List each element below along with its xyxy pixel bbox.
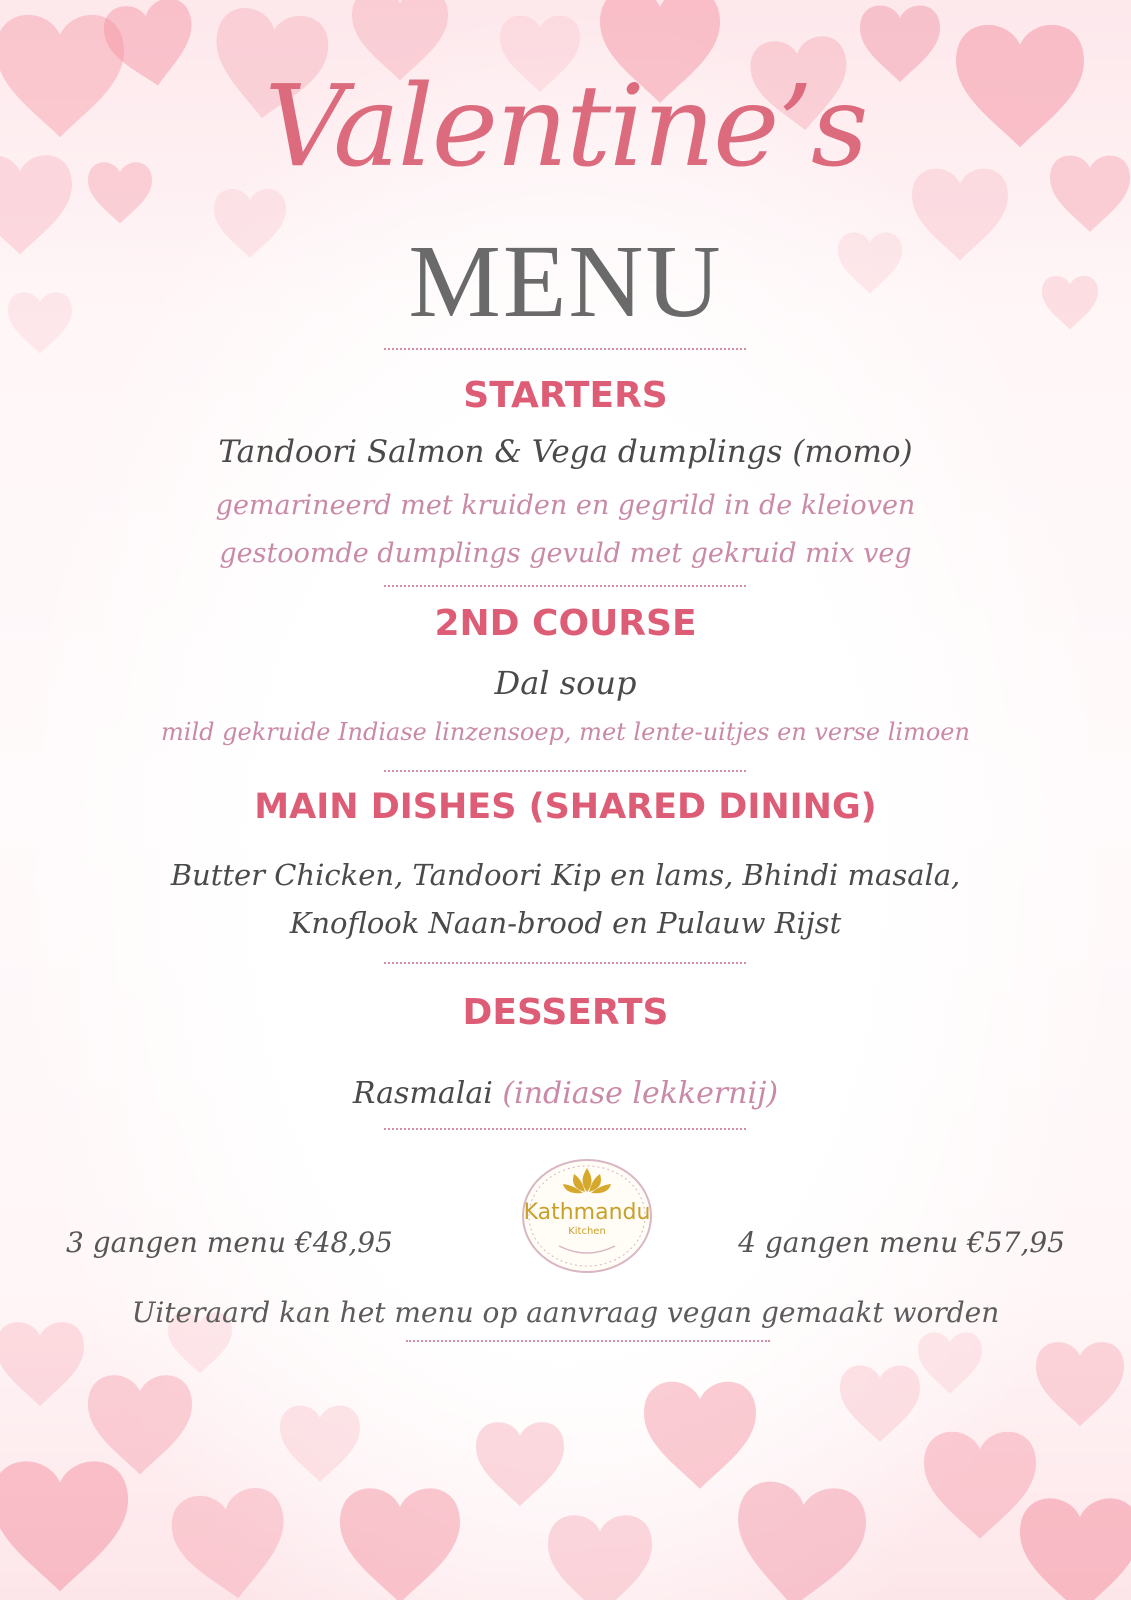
desserts-dish: Rasmalai bbox=[352, 1076, 493, 1111]
menu-title: MENU bbox=[408, 224, 723, 339]
desserts-heading: DESSERTS bbox=[462, 992, 669, 1033]
logo-name: Kathmandu bbox=[523, 1200, 651, 1225]
desserts-line bbox=[0, 1076, 1131, 1111]
valentines-title: Valentine’s bbox=[264, 62, 867, 192]
main-dishes-heading: MAIN DISHES (SHARED DINING) bbox=[254, 787, 877, 827]
price-three-course: 3 gangen menu €48,95 bbox=[66, 1226, 393, 1259]
starters-desc-2: gestoomde dumplings gevuld met gekruid mix veg bbox=[219, 538, 912, 569]
second-course-desc: mild gekruide Indiase linzensoep, met lente-uitjes en verse limoen bbox=[161, 718, 970, 746]
divider bbox=[384, 1128, 746, 1130]
starters-heading: STARTERS bbox=[463, 375, 668, 416]
divider bbox=[384, 348, 746, 350]
logo-sub: Kitchen bbox=[568, 1226, 606, 1237]
divider bbox=[406, 1340, 770, 1342]
kathmandu-kitchen-logo bbox=[519, 1156, 655, 1276]
starters-dish: Tandoori Salmon & Vega dumplings (momo) bbox=[218, 434, 913, 470]
price-four-course: 4 gangen menu €57,95 bbox=[738, 1226, 1065, 1259]
second-course-heading: 2ND COURSE bbox=[434, 603, 697, 644]
desserts-desc: (indiase lekkernij) bbox=[502, 1076, 779, 1111]
vegan-note: Uiteraard kan het menu op aanvraag vegan gemaakt worden bbox=[131, 1296, 1000, 1329]
second-course-dish: Dal soup bbox=[494, 664, 637, 702]
main-dishes-line-2: Knoflook Naan-brood en Pulauw Rijst bbox=[289, 906, 842, 940]
divider bbox=[384, 770, 746, 772]
main-dishes-line-1: Butter Chicken, Tandoori Kip en lams, Bhindi masala, bbox=[170, 858, 961, 892]
divider bbox=[384, 962, 746, 964]
starters-desc-1: gemarineerd met kruiden en gegrild in de kleioven bbox=[215, 490, 916, 521]
divider bbox=[384, 585, 746, 587]
